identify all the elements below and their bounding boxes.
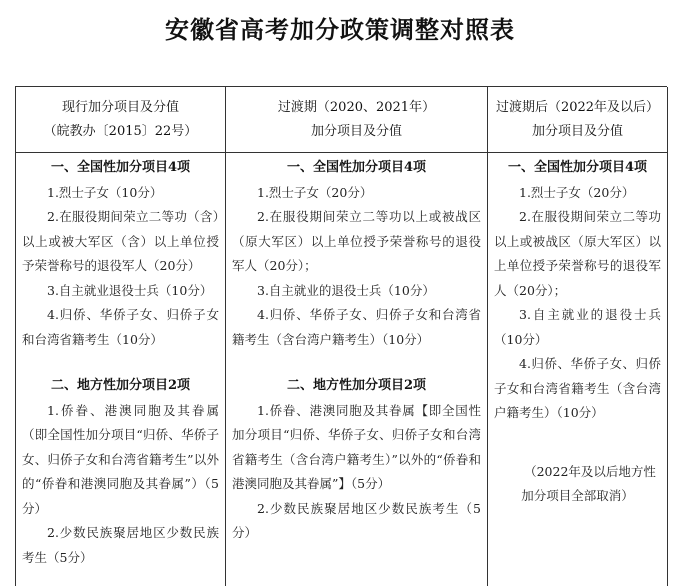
column-header	[488, 87, 667, 153]
list-item: 1.烈士子女（20分）	[257, 184, 373, 200]
column-body	[488, 153, 667, 509]
comparison-table	[15, 86, 667, 586]
list-item: 4.归侨、华侨子女、归侨子女和台湾省籍考生（10分）	[22, 307, 219, 347]
list-item: 1.侨眷、港澳同胞及其眷属（即全国性加分项目“归侨、华侨子女、归侨子女和台湾省籍考生”以外的“侨眷和港澳同胞及其眷属”）（5分）	[22, 402, 219, 516]
list-item: 3.自主就业的退役士兵（10分）	[494, 307, 661, 347]
list-item: 2.在服役期间荣立二等功（含）以上或被大军区（含）以上单位授予荣誉称号的退役军人（20分）	[22, 209, 219, 273]
list-item: 1.侨眷、港澳同胞及其眷属【即全国性加分项目“归侨、华侨子女、归侨子女和台湾省籍考生（含台湾户籍考生）”以外的“侨眷和港澳同胞及其眷属”】（5分）	[232, 402, 481, 491]
list-item: 2.少数民族聚居地区少数民族考生（5分）	[22, 525, 219, 565]
column-header-line: 加分项目及分值	[531, 123, 623, 139]
note-text: （2022年及以后地方性加分项目全部取消）	[521, 463, 656, 503]
column-header-line: （皖教办〔2015〕22号）	[43, 123, 198, 139]
list-item: 2.在服役期间荣立二等功以上或被战区（原大军区）以上单位授予荣誉称号的退役军人（20分）；	[494, 209, 661, 298]
column-header	[226, 87, 487, 153]
section-title: 一、全国性加分项目4项	[286, 160, 427, 175]
list-item: 1.烈士子女（20分）	[519, 184, 635, 200]
column-header-line: 过渡期后（2022年及以后）	[495, 99, 660, 115]
list-item: 4.归侨、华侨子女、归侨子女和台湾省籍考生（含台湾户籍考生）（10分）	[494, 356, 661, 420]
section-title: 二、地方性加分项目2项	[286, 378, 427, 393]
section-title: 一、全国性加分项目4项	[507, 160, 648, 175]
list-item: 3.自主就业退役士兵（10分）	[47, 282, 213, 298]
column-current	[16, 87, 226, 586]
column-header-line: 过渡期（2020、2021年）	[277, 99, 436, 115]
column-header-line: 加分项目及分值	[310, 123, 402, 139]
section-title: 一、全国性加分项目4项	[50, 160, 191, 175]
page-title: 安徽省高考加分政策调整对照表	[165, 15, 515, 44]
list-item: 3.自主就业的退役士兵（10分）	[257, 282, 435, 298]
list-item: 2.少数民族聚居地区少数民族考生（5分）	[232, 500, 481, 540]
list-item: 1.烈士子女（10分）	[47, 184, 163, 200]
column-body	[16, 153, 225, 570]
column-header-line: 现行加分项目及分值	[61, 99, 179, 115]
column-transition	[226, 87, 488, 586]
column-header	[16, 87, 225, 153]
column-body	[226, 153, 487, 546]
list-item: 2.在服役期间荣立二等功以上或被战区（原大军区）以上单位授予荣誉称号的退役军人（20分）；	[232, 209, 481, 273]
section-title: 二、地方性加分项目2项	[50, 378, 191, 393]
column-after-transition	[488, 87, 668, 586]
list-item: 4.归侨、华侨子女、归侨子女和台湾省籍考生（含台湾户籍考生）（10分）	[232, 307, 481, 347]
